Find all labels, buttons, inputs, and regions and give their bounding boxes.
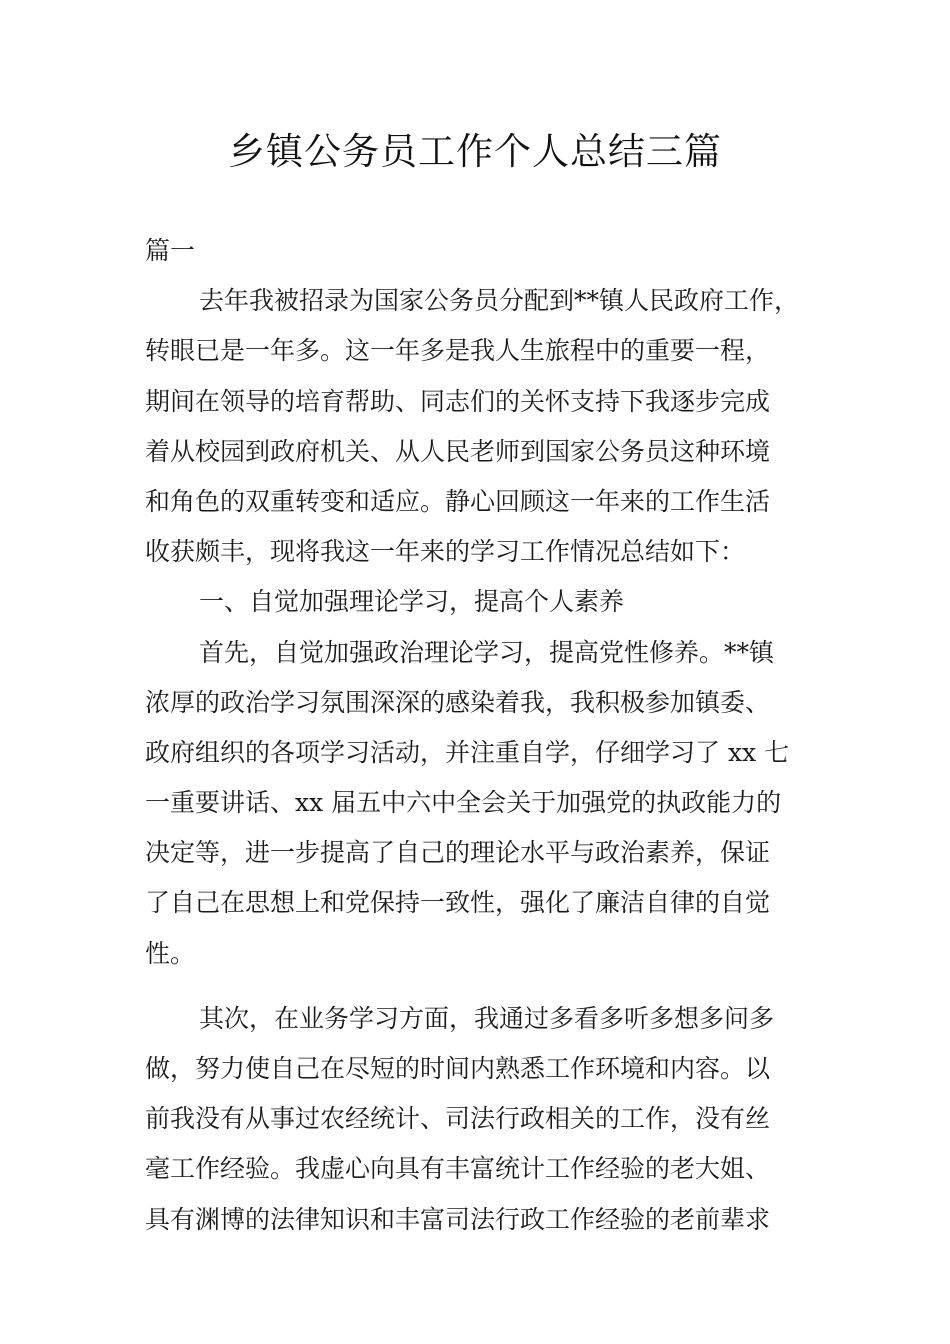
paragraph-line: 做，努力使自己在尽短的时间内熟悉工作环境和内容。以 (145, 1054, 771, 1083)
document-body (145, 226, 817, 1245)
paragraph-line: 一重要讲话、xx 届五中六中全会关于加强党的执政能力的 (145, 788, 782, 818)
paragraph-line: 性。 (145, 938, 196, 968)
paragraph-line: 具有渊博的法律知识和丰富司法行政工作经验的老前辈求 (145, 1204, 771, 1234)
document-title: 乡镇公务员工作个人总结三篇 (228, 130, 722, 173)
paragraph-spacer (145, 979, 817, 994)
paragraph-line: 政府组织的各项学习活动，并注重自学，仔细学习了 xx 七 (145, 737, 790, 767)
paragraph-line: 了自己在思想上和党保持一致性，强化了廉洁自律的自觉 (145, 888, 771, 918)
paragraph-line: 毫工作经验。我虚心向具有丰富统计工作经验的老大姐、 (145, 1154, 771, 1184)
paragraph-line: 决定等，进一步提高了自己的理论水平与政治素养，保证 (145, 838, 771, 868)
paragraph-line: 前我没有从事过农经统计、司法行政相关的工作，没有丝 (145, 1104, 771, 1134)
paragraph-line: 和角色的双重转变和适应。静心回顾这一年来的工作生活 (145, 486, 771, 516)
paragraph-line: 其次，在业务学习方面，我通过多看多听多想多问多 (199, 1003, 775, 1033)
paragraph-line: 着从校园到政府机关、从人民老师到国家公务员这种环境 (145, 436, 771, 466)
paragraph-line: 浓厚的政治学习氛围深深的感染着我，我积极参加镇委、 (145, 687, 771, 717)
paragraph-line: 转眼已是一年多。这一年多是我人生旅程中的重要一程， (145, 336, 771, 366)
section-label: 篇一 (145, 236, 196, 265)
paragraph-line: 期间在领导的培育帮助、同志们的关怀支持下我逐步完成 (145, 386, 771, 416)
paragraph-line: 首先，自觉加强政治理论学习，提高党性修养。**镇 (199, 637, 775, 667)
section-heading: 一、自觉加强理论学习，提高个人素养 (199, 587, 625, 617)
paragraph-line: 收获颇丰，现将我这一年来的学习工作情况总结如下： (145, 537, 746, 567)
paragraph-line: 去年我被招录为国家公务员分配到**镇人民政府工作， (199, 286, 800, 316)
